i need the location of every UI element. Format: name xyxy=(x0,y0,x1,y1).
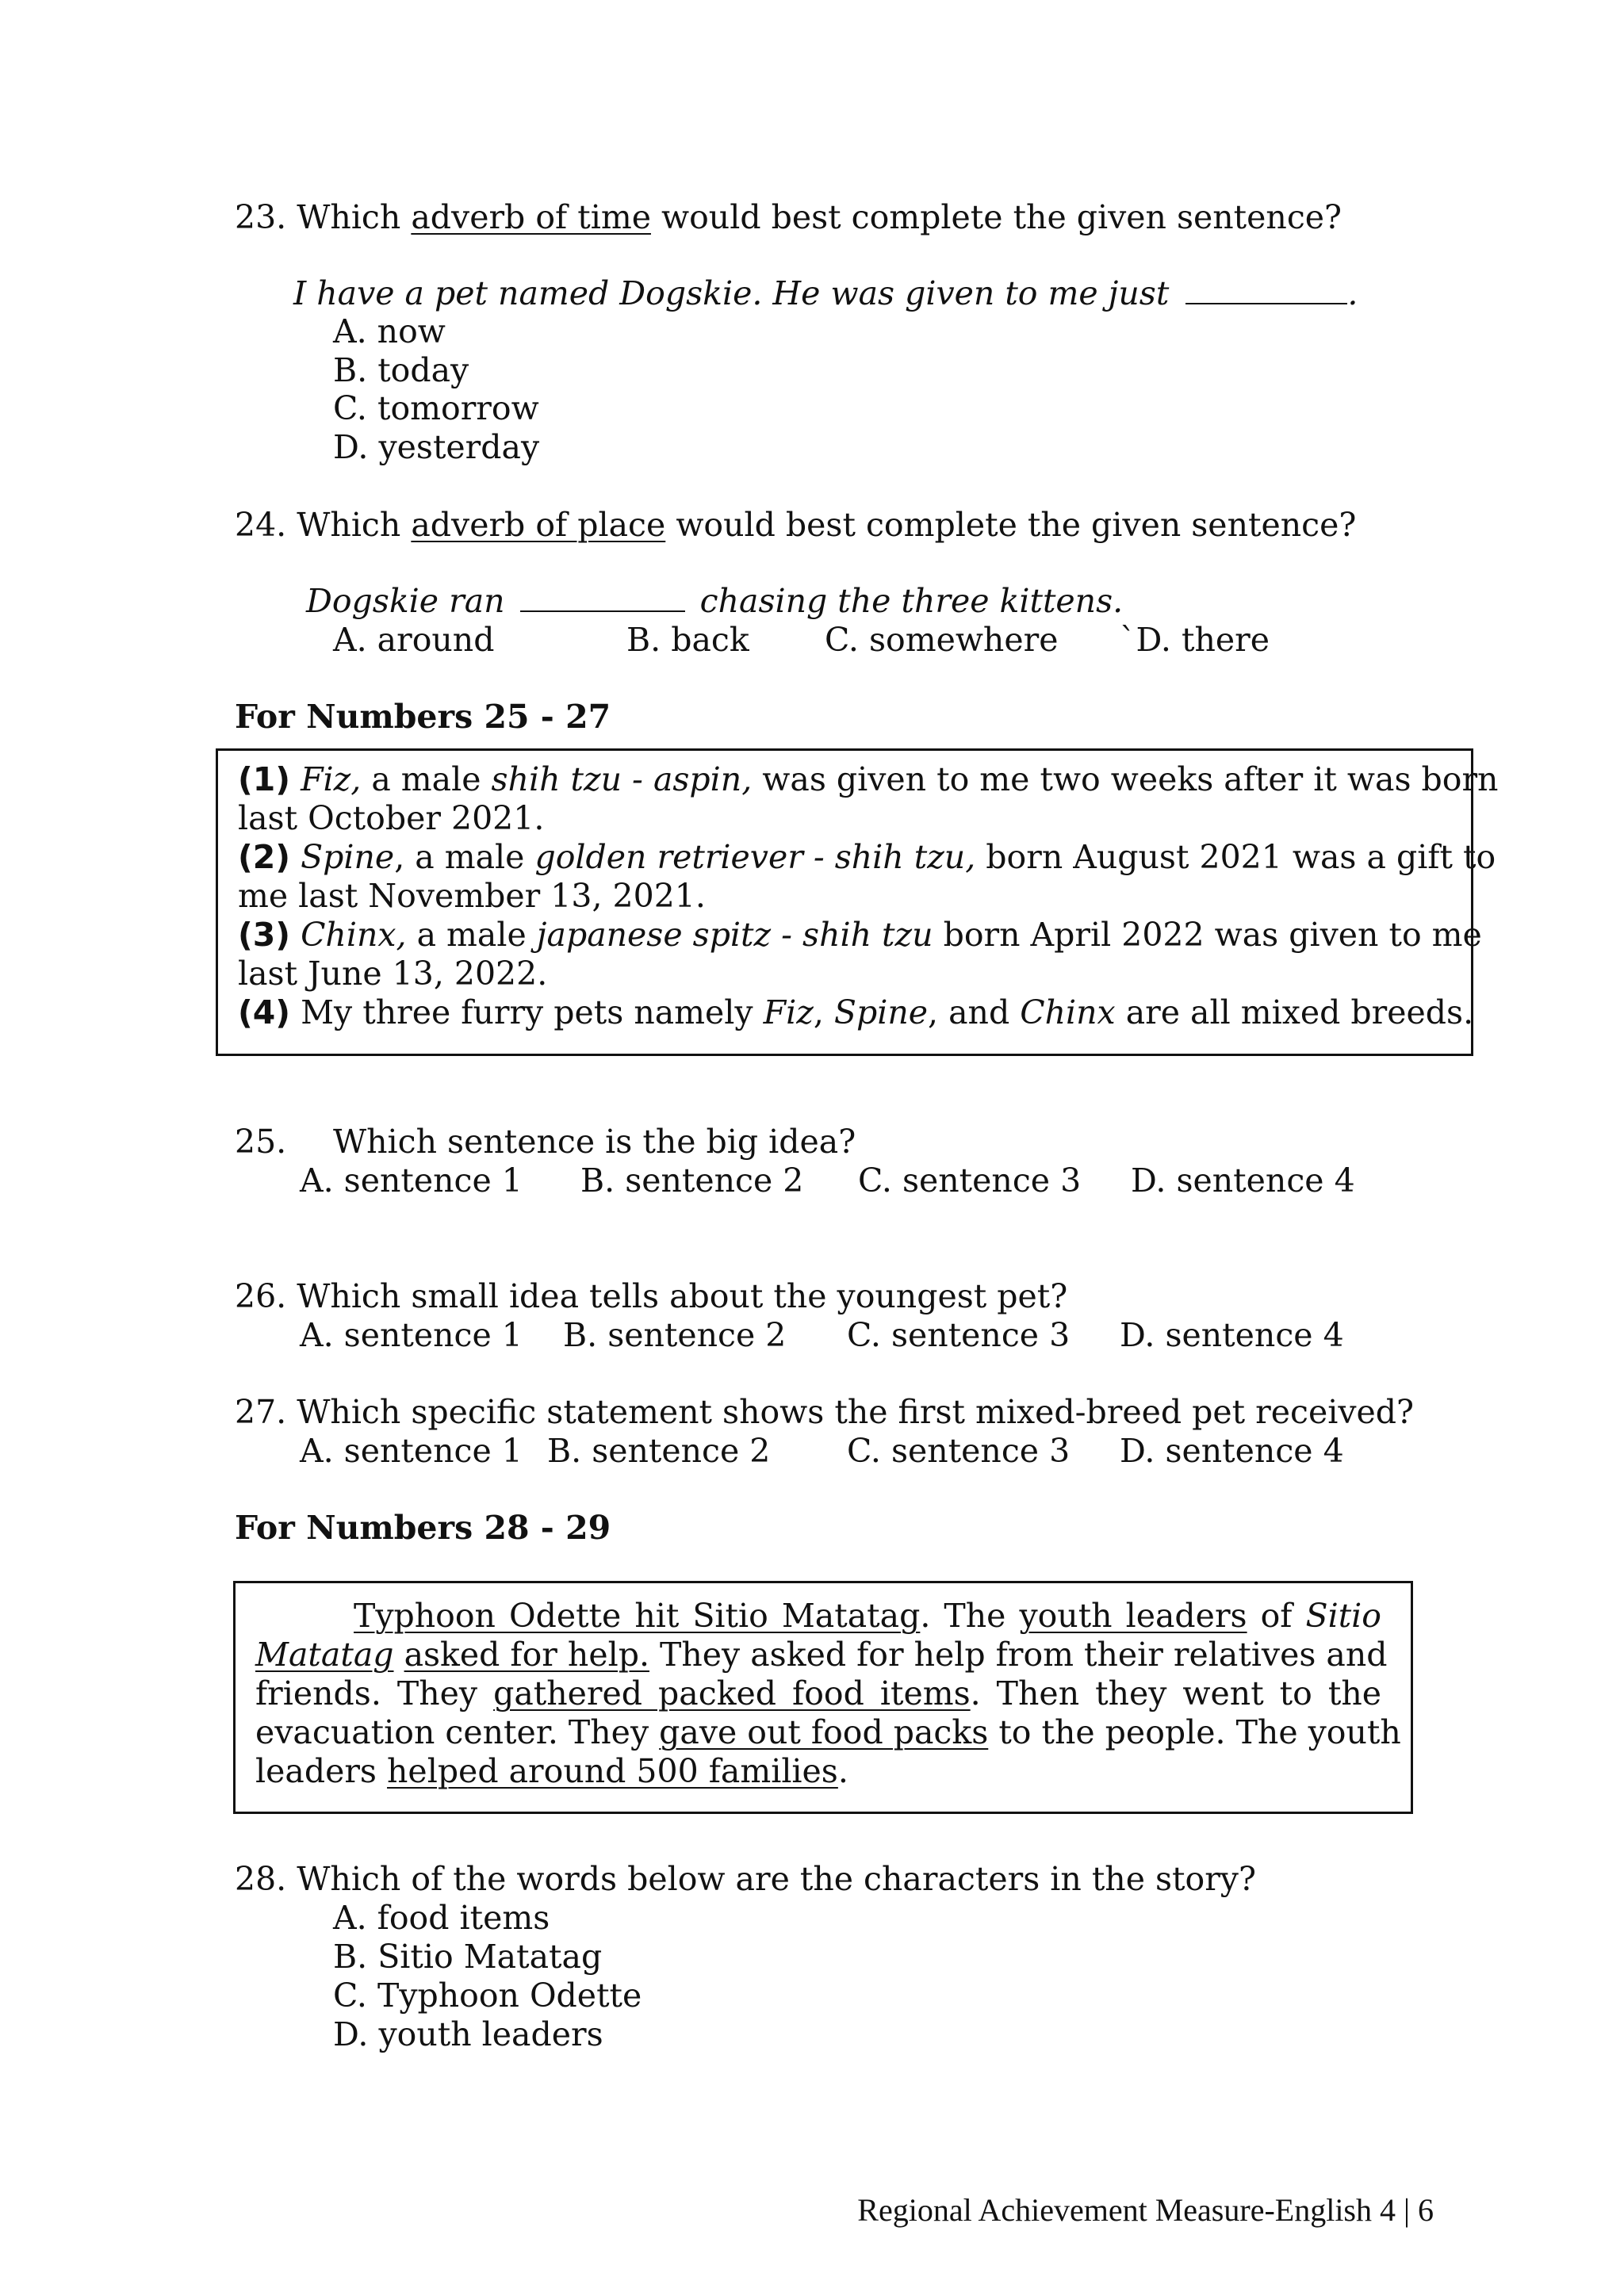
q28-option-a[interactable]: A. food items xyxy=(333,1899,550,1937)
p-matatag: Matatag xyxy=(255,1636,394,1674)
s1-breed: shih tzu - aspin, xyxy=(491,760,753,798)
p-gathered: gathered packed food items xyxy=(493,1674,971,1712)
p-text-e: evacuation center. They xyxy=(255,1713,649,1751)
s1-text-a: a male xyxy=(371,760,481,798)
q24-option-c[interactable]: C. somewhere xyxy=(825,621,1059,659)
q28-option-c[interactable]: C. Typhoon Odette xyxy=(333,1976,642,2015)
s2-name: Spine xyxy=(301,838,395,876)
s3-number: (3) xyxy=(238,916,291,954)
q23-blank xyxy=(1185,302,1347,304)
p-text-d: . Then they went to the xyxy=(970,1674,1381,1712)
s3-line2: last June 13, 2022. xyxy=(238,955,548,993)
s4-number: (4) xyxy=(238,993,291,1031)
passage2-line3 xyxy=(255,1674,1381,1712)
q23-text-post: would best complete the given sentence? xyxy=(661,198,1342,236)
q28-number: 28. xyxy=(235,1860,287,1898)
page-footer: Regional Achievement Measure-English 4 | 6 xyxy=(857,2192,1434,2228)
q23-option-c[interactable]: C. tomorrow xyxy=(333,389,539,427)
q23-option-b[interactable]: B. today xyxy=(333,351,469,389)
s3-name: Chinx, xyxy=(301,916,407,954)
q25-text: Which sentence is the big idea? xyxy=(333,1123,856,1161)
q24-option-d[interactable]: `D. there xyxy=(1120,621,1270,659)
section-heading-28-29: For Numbers 28 - 29 xyxy=(235,1509,611,1547)
p-text-h: . xyxy=(837,1752,848,1790)
q26-option-c[interactable]: C. sentence 3 xyxy=(847,1316,1071,1354)
q23-prompt xyxy=(235,198,1342,236)
q26-number: 26. xyxy=(235,1277,287,1315)
p-of: of xyxy=(1260,1597,1293,1635)
q26-prompt xyxy=(235,1277,1068,1315)
s1-number: (1) xyxy=(238,760,291,798)
q24-blank xyxy=(520,610,685,612)
s2-text-a: , a male xyxy=(394,838,525,876)
q24-keyword: adverb of place xyxy=(411,506,666,544)
p-asked-for-help: asked for help. xyxy=(404,1636,649,1674)
q23-sentence-end: . xyxy=(1347,274,1358,312)
s2-breed: golden retriever - shih tzu, xyxy=(534,838,976,876)
q27-prompt xyxy=(235,1393,1415,1431)
passage2-line1 xyxy=(255,1597,1381,1635)
s1-text-b: was given to me two weeks after it was born xyxy=(762,760,1499,798)
q24-option-b[interactable]: B. back xyxy=(626,621,749,659)
passage1-sentence4 xyxy=(238,993,1474,1031)
q25-option-b[interactable]: B. sentence 2 xyxy=(580,1161,804,1200)
s4-text-a: My three furry pets namely xyxy=(301,993,753,1031)
q23-keyword: adverb of time xyxy=(411,198,651,236)
q24-prompt xyxy=(235,506,1357,544)
s2-text-b: born August 2021 was a gift to xyxy=(986,838,1496,876)
s4-text-b: are all mixed breeds. xyxy=(1125,993,1474,1031)
q24-option-a[interactable]: A. around xyxy=(333,621,495,659)
q28-text: Which of the words below are the characters in the story? xyxy=(297,1860,1256,1898)
passage2-line5 xyxy=(255,1752,848,1790)
p-youth-leaders: youth leaders xyxy=(1019,1597,1247,1635)
q24-sentence-post: chasing the three kittens. xyxy=(699,582,1124,620)
s2-number: (2) xyxy=(238,838,291,876)
p-gave-out: gave out food packs xyxy=(659,1713,989,1751)
q28-option-b[interactable]: B. Sitio Matatag xyxy=(333,1938,603,1976)
passage2-line4 xyxy=(255,1713,1401,1751)
q24-sentence xyxy=(306,582,1124,620)
q27-option-d[interactable]: D. sentence 4 xyxy=(1120,1432,1344,1470)
section-heading-25-27: For Numbers 25 - 27 xyxy=(235,698,611,736)
q23-option-a[interactable]: A. now xyxy=(333,312,446,350)
s4-comma-1: , xyxy=(813,993,824,1031)
q26-option-d[interactable]: D. sentence 4 xyxy=(1120,1316,1344,1354)
p-typhoon: Typhoon Odette hit Sitio Matatag xyxy=(354,1597,921,1635)
q26-option-a[interactable]: A. sentence 1 xyxy=(300,1316,523,1354)
p-helped: helped around 500 families xyxy=(387,1752,838,1790)
q23-option-d[interactable]: D. yesterday xyxy=(333,428,540,466)
p-text-g: leaders xyxy=(255,1752,377,1790)
passage2-line2 xyxy=(255,1636,1388,1674)
s3-breed: japanese spitz - shih tzu xyxy=(536,916,933,954)
p-text-c: friends. They xyxy=(255,1674,478,1712)
q25-option-c[interactable]: C. sentence 3 xyxy=(858,1161,1082,1200)
q27-number: 27. xyxy=(235,1393,287,1431)
q28-prompt xyxy=(235,1860,1256,1898)
q24-number: 24. xyxy=(235,506,287,544)
q25-option-d[interactable]: D. sentence 4 xyxy=(1131,1161,1355,1200)
q26-text: Which small idea tells about the youngest pet? xyxy=(297,1277,1068,1315)
q23-sentence-text: I have a pet named Dogskie. He was given to me just xyxy=(293,274,1170,312)
passage1-sentence2 xyxy=(238,838,1496,876)
p-text-a: . The xyxy=(920,1597,1006,1635)
p-text-f: to the people. The youth xyxy=(998,1713,1401,1751)
s4-name-chinx: Chinx xyxy=(1020,993,1116,1031)
q25-number: 25. xyxy=(235,1123,287,1161)
p-text-b: They asked for help from their relatives and xyxy=(660,1636,1388,1674)
s1-line2: last October 2021. xyxy=(238,799,545,837)
q27-option-c[interactable]: C. sentence 3 xyxy=(847,1432,1071,1470)
q23-sentence xyxy=(293,274,1358,312)
q26-option-b[interactable]: B. sentence 2 xyxy=(563,1316,787,1354)
q23-text-pre: Which xyxy=(297,198,401,236)
q25-option-a[interactable]: A. sentence 1 xyxy=(300,1161,523,1200)
s1-name: Fiz, xyxy=(301,760,362,798)
q28-option-d[interactable]: D. youth leaders xyxy=(333,2015,603,2053)
s3-text-a: a male xyxy=(416,916,527,954)
q27-option-a[interactable]: A. sentence 1 xyxy=(300,1432,523,1470)
s4-name-spine: Spine xyxy=(833,993,929,1031)
s4-name-fiz: Fiz xyxy=(763,993,814,1031)
s3-text-b: born April 2022 was given to me xyxy=(943,916,1482,954)
q27-text: Which specific statement shows the first mixed-breed pet received? xyxy=(297,1393,1415,1431)
q27-option-b[interactable]: B. sentence 2 xyxy=(547,1432,771,1470)
passage1-sentence3 xyxy=(238,916,1482,954)
q24-text-pre: Which xyxy=(297,506,401,544)
q24-sentence-pre: Dogskie ran xyxy=(306,582,505,620)
s2-line2: me last November 13, 2021. xyxy=(238,877,706,915)
p-sitio: Sitio xyxy=(1305,1597,1381,1635)
q24-text-post: would best complete the given sentence? xyxy=(676,506,1357,544)
s4-comma-2: , and xyxy=(928,993,1010,1031)
q23-number: 23. xyxy=(235,198,287,236)
passage1-sentence1 xyxy=(238,760,1499,798)
